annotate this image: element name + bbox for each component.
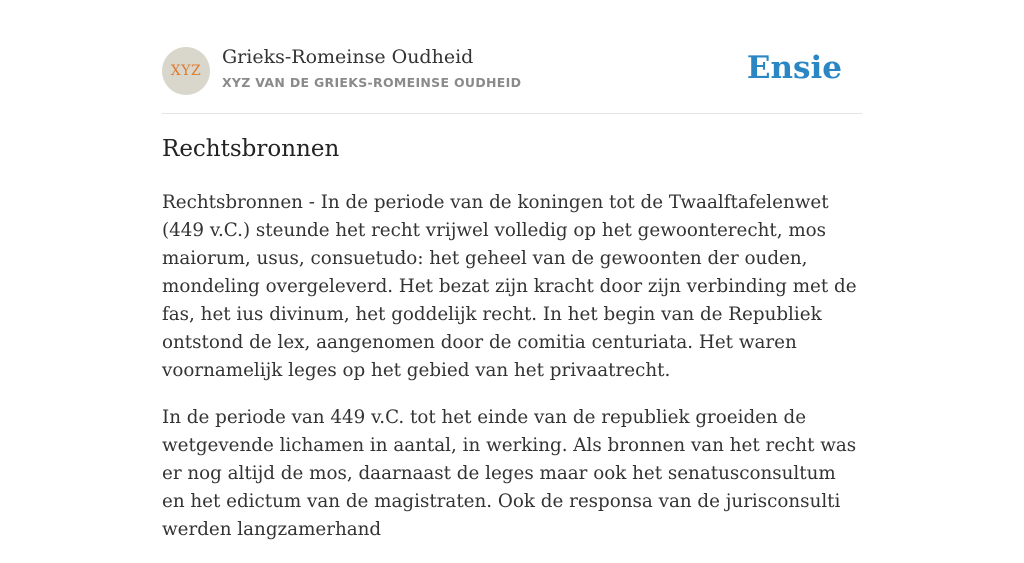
source-subtitle: XYZ VAN DE GRIEKS-ROMEINSE OUDHEID [222, 75, 522, 90]
ensie-logo[interactable]: Ensie [746, 50, 842, 86]
article-title: Rechtsbronnen [162, 136, 340, 162]
source-header [162, 0, 862, 114]
content-container [162, 0, 862, 540]
article-body [162, 189, 862, 563]
source-avatar[interactable]: XYZ [162, 47, 210, 95]
source-title[interactable]: Grieks-Romeinse Oudheid [222, 46, 474, 68]
article-paragraph: Rechtsbronnen - In de periode van de koningen tot de Twaalftafelenwet (449 v.C.) steunde het recht vrijwel volledig op het gewoonterecht, mos maiorum, usus, consuetudo: het geheel van de gewoonten der ouden, mondeling overgeleverd. Het bezat zijn kracht door zijn verbinding met de fas, het ius divinum, het goddelijk recht. In het begin van de Republiek ontstond de lex, aangenomen door de comitia centuriata. Het waren voornamelijk leges op het gebied van het privaatrecht. [162, 192, 857, 381]
article-paragraph: In de periode van 449 v.C. tot het einde van de republiek groeiden de wetgevende lichamen in aantal, in werking. Als bronnen van het recht was er nog altijd de mos, daarnaast de leges maar ook het senatusconsultum en het edictum van de magistraten. Ook de responsa van de jurisconsulti werden langzamerhand [162, 407, 857, 540]
